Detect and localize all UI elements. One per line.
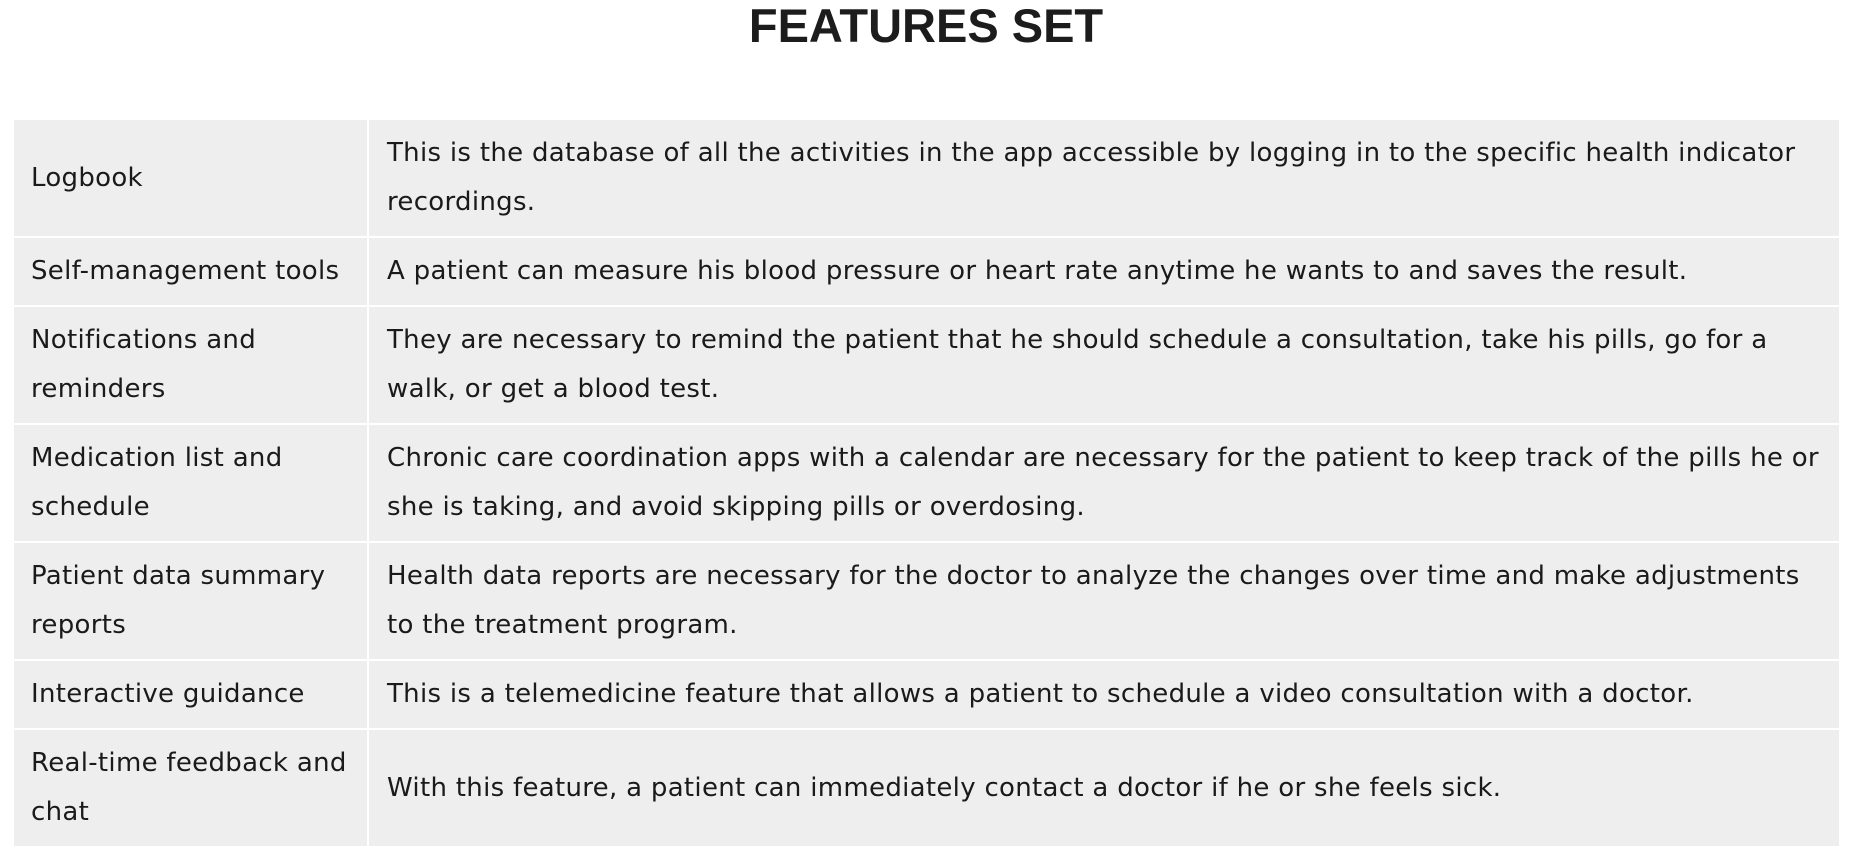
table-row (13, 542, 1840, 660)
feature-description-cell: They are necessary to remind the patient that he should schedule a consultation, take his pills, go for a walk, or get a blood test. (368, 306, 1840, 424)
feature-description-cell: This is a telemedicine feature that allows a patient to schedule a video consultation with a doctor. (368, 660, 1840, 729)
feature-name-cell: Logbook (13, 119, 368, 237)
feature-name-cell: Real-time feedback and chat (13, 729, 368, 847)
feature-name-cell: Interactive guidance (13, 660, 368, 729)
table-row (13, 119, 1840, 237)
table-row (13, 424, 1840, 542)
feature-name-cell: Notifications and reminders (13, 306, 368, 424)
feature-description-cell: This is the database of all the activities in the app accessible by logging in to the specific health indicator recordings. (368, 119, 1840, 237)
feature-description-cell: A patient can measure his blood pressure or heart rate anytime he wants to and saves the result. (368, 237, 1840, 306)
feature-name-cell: Self-management tools (13, 237, 368, 306)
feature-description-cell: Health data reports are necessary for the doctor to analyze the changes over time and make adjustments to the treatment program. (368, 542, 1840, 660)
feature-name-cell: Medication list and schedule (13, 424, 368, 542)
table-row (13, 306, 1840, 424)
features-table (12, 118, 1841, 848)
feature-name-cell: Patient data summary reports (13, 542, 368, 660)
feature-description-cell: With this feature, a patient can immediately contact a doctor if he or she feels sick. (368, 729, 1840, 847)
page-title: FEATURES SET (748, 0, 1104, 52)
table-row (13, 729, 1840, 847)
table-row (13, 660, 1840, 729)
table-row (13, 237, 1840, 306)
feature-description-cell: Chronic care coordination apps with a calendar are necessary for the patient to keep track of the pills he or she is taking, and avoid skipping pills or overdosing. (368, 424, 1840, 542)
